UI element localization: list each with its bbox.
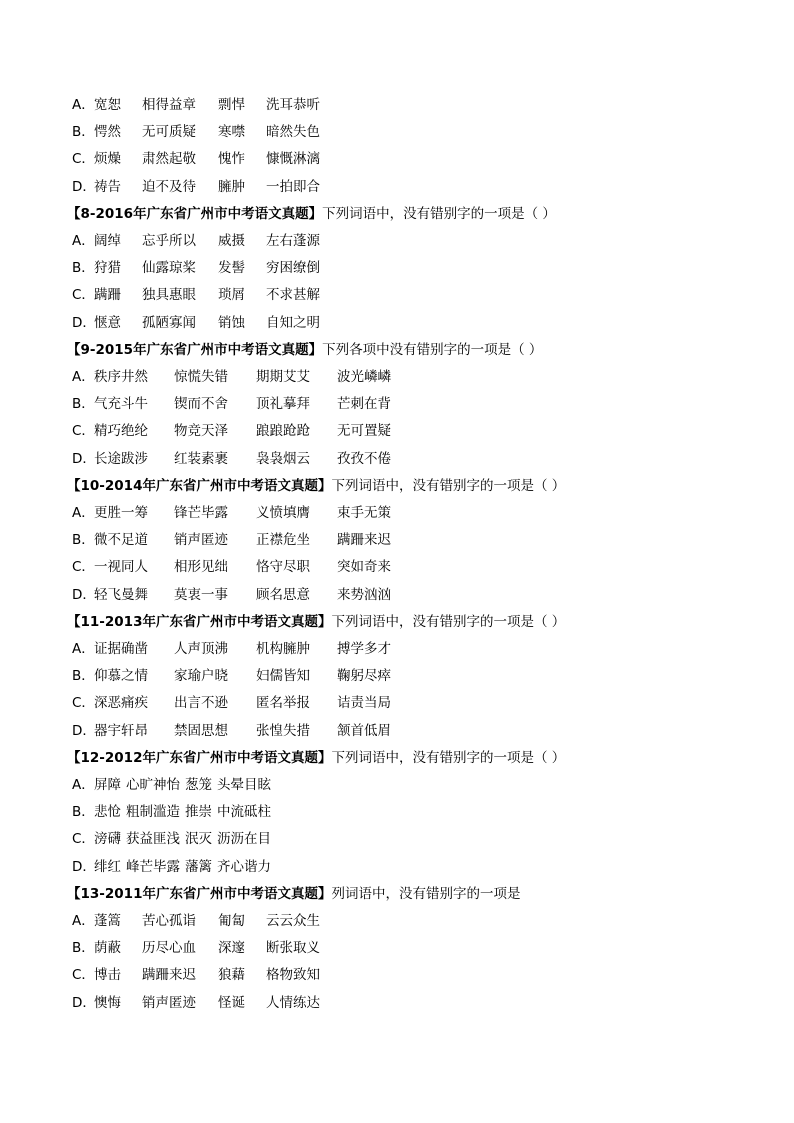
option-letter: C．: [72, 423, 95, 440]
answer-option[interactable]: [72, 857, 276, 877]
option-letter: A．: [72, 641, 95, 657]
option-letter: B．: [72, 260, 95, 277]
question-prompt: 下列词语中，没有错别字的一项是（ ）: [322, 205, 556, 222]
option-term: 齐心谐力: [217, 858, 271, 875]
question-prompt: 列词语中，没有错别字的一项是: [331, 885, 521, 902]
option-term: 红装素裹: [174, 450, 228, 467]
option-term: 踉踉跄跄: [256, 423, 310, 440]
option-term: 气充斗牛: [94, 396, 148, 413]
option-term: 头晕目眩: [217, 777, 271, 793]
option-term: 苦心孤诣: [142, 913, 196, 929]
option-letter: C．: [72, 695, 95, 712]
option-term: 懊悔: [94, 994, 121, 1011]
option-term: 出言不逊: [174, 695, 228, 712]
answer-option[interactable]: [72, 775, 276, 795]
option-letter: C．: [72, 287, 95, 304]
option-term: 肃然起敬: [142, 151, 196, 168]
question-prompt: 下列各项中没有错别字的一项是（ ）: [322, 341, 543, 358]
option-term: 匍匐: [218, 913, 245, 929]
option-letter: B．: [72, 124, 95, 141]
option-term: 正襟危坐: [256, 532, 310, 549]
option-term: 葱笼: [185, 777, 212, 793]
option-term: 物竞天泽: [174, 423, 228, 440]
option-term: 发髻: [218, 260, 245, 277]
answer-option[interactable]: [72, 965, 320, 985]
option-term: 沥沥在目: [217, 831, 271, 848]
answer-option[interactable]: [72, 503, 391, 523]
option-term: 悲怆: [94, 804, 121, 821]
option-letter: D．: [72, 586, 96, 603]
answer-option[interactable]: [72, 449, 391, 469]
option-term: 蹒跚来迟: [337, 532, 391, 549]
answer-option[interactable]: [72, 911, 320, 931]
option-term: 独具惠眼: [142, 287, 196, 304]
option-term: 阔绰: [94, 233, 121, 249]
answer-option[interactable]: [72, 666, 391, 686]
option-letter: C．: [72, 151, 95, 168]
option-term: 暗然失色: [266, 124, 320, 141]
answer-option[interactable]: [72, 639, 391, 659]
question-heading: [67, 476, 565, 496]
option-letter: C．: [72, 559, 95, 576]
answer-option[interactable]: [72, 802, 276, 822]
option-letter: D．: [72, 314, 96, 331]
option-letter: C．: [72, 967, 95, 984]
answer-option[interactable]: [72, 585, 391, 605]
option-term: 义愤填膺: [256, 505, 310, 521]
answer-option[interactable]: [72, 177, 320, 197]
option-term: 推崇: [185, 804, 212, 821]
option-letter: A．: [72, 505, 95, 521]
option-term: 获益匪浅: [126, 831, 180, 848]
option-term: 格物致知: [266, 967, 320, 984]
answer-option[interactable]: [72, 530, 391, 550]
option-term: 鞠躬尽瘁: [337, 668, 391, 685]
option-term: 秩序井然: [94, 369, 148, 385]
question-heading: [67, 204, 556, 224]
option-term: 洗耳恭听: [266, 97, 320, 113]
option-term: 祷告: [94, 178, 121, 195]
option-letter: C．: [72, 831, 95, 848]
option-term: 愧怍: [218, 151, 245, 168]
option-term: 博击: [94, 967, 121, 984]
question-heading: [67, 612, 565, 632]
option-term: 仙露琼桨: [142, 260, 196, 277]
option-term: 自知之明: [266, 314, 320, 331]
option-term: 更胜一筹: [94, 505, 148, 521]
question-source-tag: 【8-2016年广东省广州市中考语文真题】: [67, 205, 323, 222]
option-term: 宽恕: [94, 97, 121, 113]
option-term: 荫蔽: [94, 940, 121, 957]
option-term: 束手无策: [337, 505, 391, 521]
question-prompt: 下列词语中，没有错别字的一项是（ ）: [331, 613, 566, 630]
option-term: 恪守尽职: [256, 559, 310, 576]
answer-option[interactable]: [72, 421, 391, 441]
answer-option[interactable]: [72, 693, 391, 713]
option-term: 精巧绝纶: [94, 423, 148, 440]
option-term: 突如奇来: [337, 559, 391, 576]
option-term: 琐屑: [218, 287, 245, 304]
option-term: 一视同人: [94, 559, 148, 576]
option-term: 销声匿迹: [142, 994, 196, 1011]
question-prompt: 下列词语中，没有错别字的一项是（ ）: [331, 749, 566, 766]
option-term: 穷困缭倒: [266, 260, 320, 277]
option-term: 顾名思意: [256, 586, 310, 603]
option-term: 深恶痛疾: [94, 695, 148, 712]
option-term: 粗制滥造: [126, 804, 180, 821]
option-term: 泯灭: [185, 831, 212, 848]
option-term: 烦燥: [94, 151, 121, 168]
option-term: 诘责当局: [337, 695, 391, 712]
question-source-tag: 【10-2014年广东省广州市中考语文真题】: [67, 477, 332, 494]
option-term: 左右蓬源: [266, 233, 320, 249]
question-source-tag: 【11-2013年广东省广州市中考语文真题】: [67, 613, 332, 630]
option-letter: D．: [72, 858, 96, 875]
option-letter: A．: [72, 913, 95, 929]
option-term: 锲而不舍: [174, 396, 228, 413]
option-term: 不求甚解: [266, 287, 320, 304]
option-term: 蹒跚: [94, 287, 121, 304]
answer-option[interactable]: [72, 938, 320, 958]
answer-option[interactable]: [72, 557, 391, 577]
option-term: 一拍即合: [266, 178, 320, 195]
option-term: 无可置疑: [337, 423, 391, 440]
option-term: 无可质疑: [142, 124, 196, 141]
option-term: 寒噤: [218, 124, 245, 141]
option-term: 孤陋寡闻: [142, 314, 196, 331]
option-term: 人声顶沸: [174, 641, 228, 657]
option-term: 证据确凿: [94, 641, 148, 657]
option-term: 迫不及待: [142, 178, 196, 195]
option-letter: B．: [72, 396, 95, 413]
option-term: 愕然: [94, 124, 121, 141]
option-term: 器宇轩昂: [94, 722, 148, 739]
answer-option[interactable]: [72, 394, 391, 414]
option-term: 相得益章: [142, 97, 196, 113]
option-letter: B．: [72, 940, 95, 957]
option-term: 相形见绌: [174, 559, 228, 576]
option-term: 峰芒毕露: [126, 858, 180, 875]
option-term: 蓬篙: [94, 913, 121, 929]
option-term: 滂礴: [94, 831, 121, 848]
question-source-tag: 【9-2015年广东省广州市中考语文真题】: [67, 341, 323, 358]
option-term: 慷慨淋漓: [266, 151, 320, 168]
option-term: 匿名举报: [256, 695, 310, 712]
option-letter: D．: [72, 994, 96, 1011]
option-term: 顶礼摹拜: [256, 396, 310, 413]
option-term: 长途跋涉: [94, 450, 148, 467]
answer-option[interactable]: [72, 367, 391, 387]
option-term: 张惶失措: [256, 722, 310, 739]
option-term: 搏学多才: [337, 641, 391, 657]
option-term: 断张取义: [266, 940, 320, 957]
option-letter: A．: [72, 97, 95, 113]
option-term: 怪诞: [218, 994, 245, 1011]
option-term: 人情练达: [266, 994, 320, 1011]
answer-option[interactable]: [72, 993, 320, 1013]
answer-option[interactable]: [72, 258, 320, 278]
option-term: 威摄: [218, 233, 245, 249]
question-heading: [67, 340, 542, 360]
option-term: 绯红: [94, 858, 121, 875]
answer-option[interactable]: [72, 285, 320, 305]
answer-option[interactable]: [72, 313, 320, 333]
option-term: 销声匿迹: [174, 532, 228, 549]
question-source-tag: 【12-2012年广东省广州市中考语文真题】: [67, 749, 332, 766]
question-heading: [67, 748, 565, 768]
option-term: 莫衷一事: [174, 586, 228, 603]
question-heading: [67, 884, 520, 904]
option-letter: A．: [72, 233, 95, 249]
option-term: 狼藉: [218, 967, 245, 984]
option-term: 妇儒皆知: [256, 668, 310, 685]
option-term: 来势汹汹: [337, 586, 391, 603]
option-term: 历尽心血: [142, 940, 196, 957]
option-term: 家瑜户晓: [174, 668, 228, 685]
option-letter: D．: [72, 450, 96, 467]
option-term: 芒刺在背: [337, 396, 391, 413]
option-term: 深邃: [218, 940, 245, 957]
option-term: 狩猎: [94, 260, 121, 277]
answer-option[interactable]: [72, 231, 320, 251]
question-prompt: 下列词语中，没有错别字的一项是（ ）: [331, 477, 566, 494]
option-term: 销蚀: [218, 314, 245, 331]
option-term: 臃肿: [218, 178, 245, 195]
option-term: 微不足道: [94, 532, 148, 549]
option-term: 云云众生: [266, 913, 320, 929]
option-term: 惊慌失错: [174, 369, 228, 385]
answer-option[interactable]: [72, 829, 276, 849]
option-term: 轻飞曼舞: [94, 586, 148, 603]
option-term: 锋芒毕露: [174, 505, 228, 521]
option-term: 禁固思想: [174, 722, 228, 739]
option-term: 袅袅烟云: [256, 450, 310, 467]
option-letter: A．: [72, 777, 95, 793]
option-term: 藩篱: [185, 858, 212, 875]
option-term: 波光嶙嶙: [337, 369, 391, 385]
option-term: 机构臃肿: [256, 641, 310, 657]
question-source-tag: 【13-2011年广东省广州市中考语文真题】: [67, 885, 332, 902]
option-term: 忘乎所以: [142, 233, 196, 249]
option-term: 心旷神怡: [126, 777, 180, 793]
option-term: 惬意: [94, 314, 121, 331]
option-term: 中流砥柱: [217, 804, 271, 821]
option-letter: B．: [72, 668, 95, 685]
option-letter: B．: [72, 532, 95, 549]
option-term: 期期艾艾: [256, 369, 310, 385]
option-letter: A．: [72, 369, 95, 385]
option-term: 孜孜不倦: [337, 450, 391, 467]
answer-option[interactable]: [72, 149, 320, 169]
option-term: 蹒跚来迟: [142, 967, 196, 984]
option-letter: B．: [72, 804, 95, 821]
answer-option[interactable]: [72, 721, 391, 741]
option-letter: D．: [72, 722, 96, 739]
option-term: 颔首低眉: [337, 722, 391, 739]
option-term: 屏障: [94, 777, 121, 793]
answer-option[interactable]: [72, 95, 320, 115]
answer-option[interactable]: [72, 122, 320, 142]
option-letter: D．: [72, 178, 96, 195]
option-term: 剽悍: [218, 97, 245, 113]
option-term: 仰慕之情: [94, 668, 148, 685]
